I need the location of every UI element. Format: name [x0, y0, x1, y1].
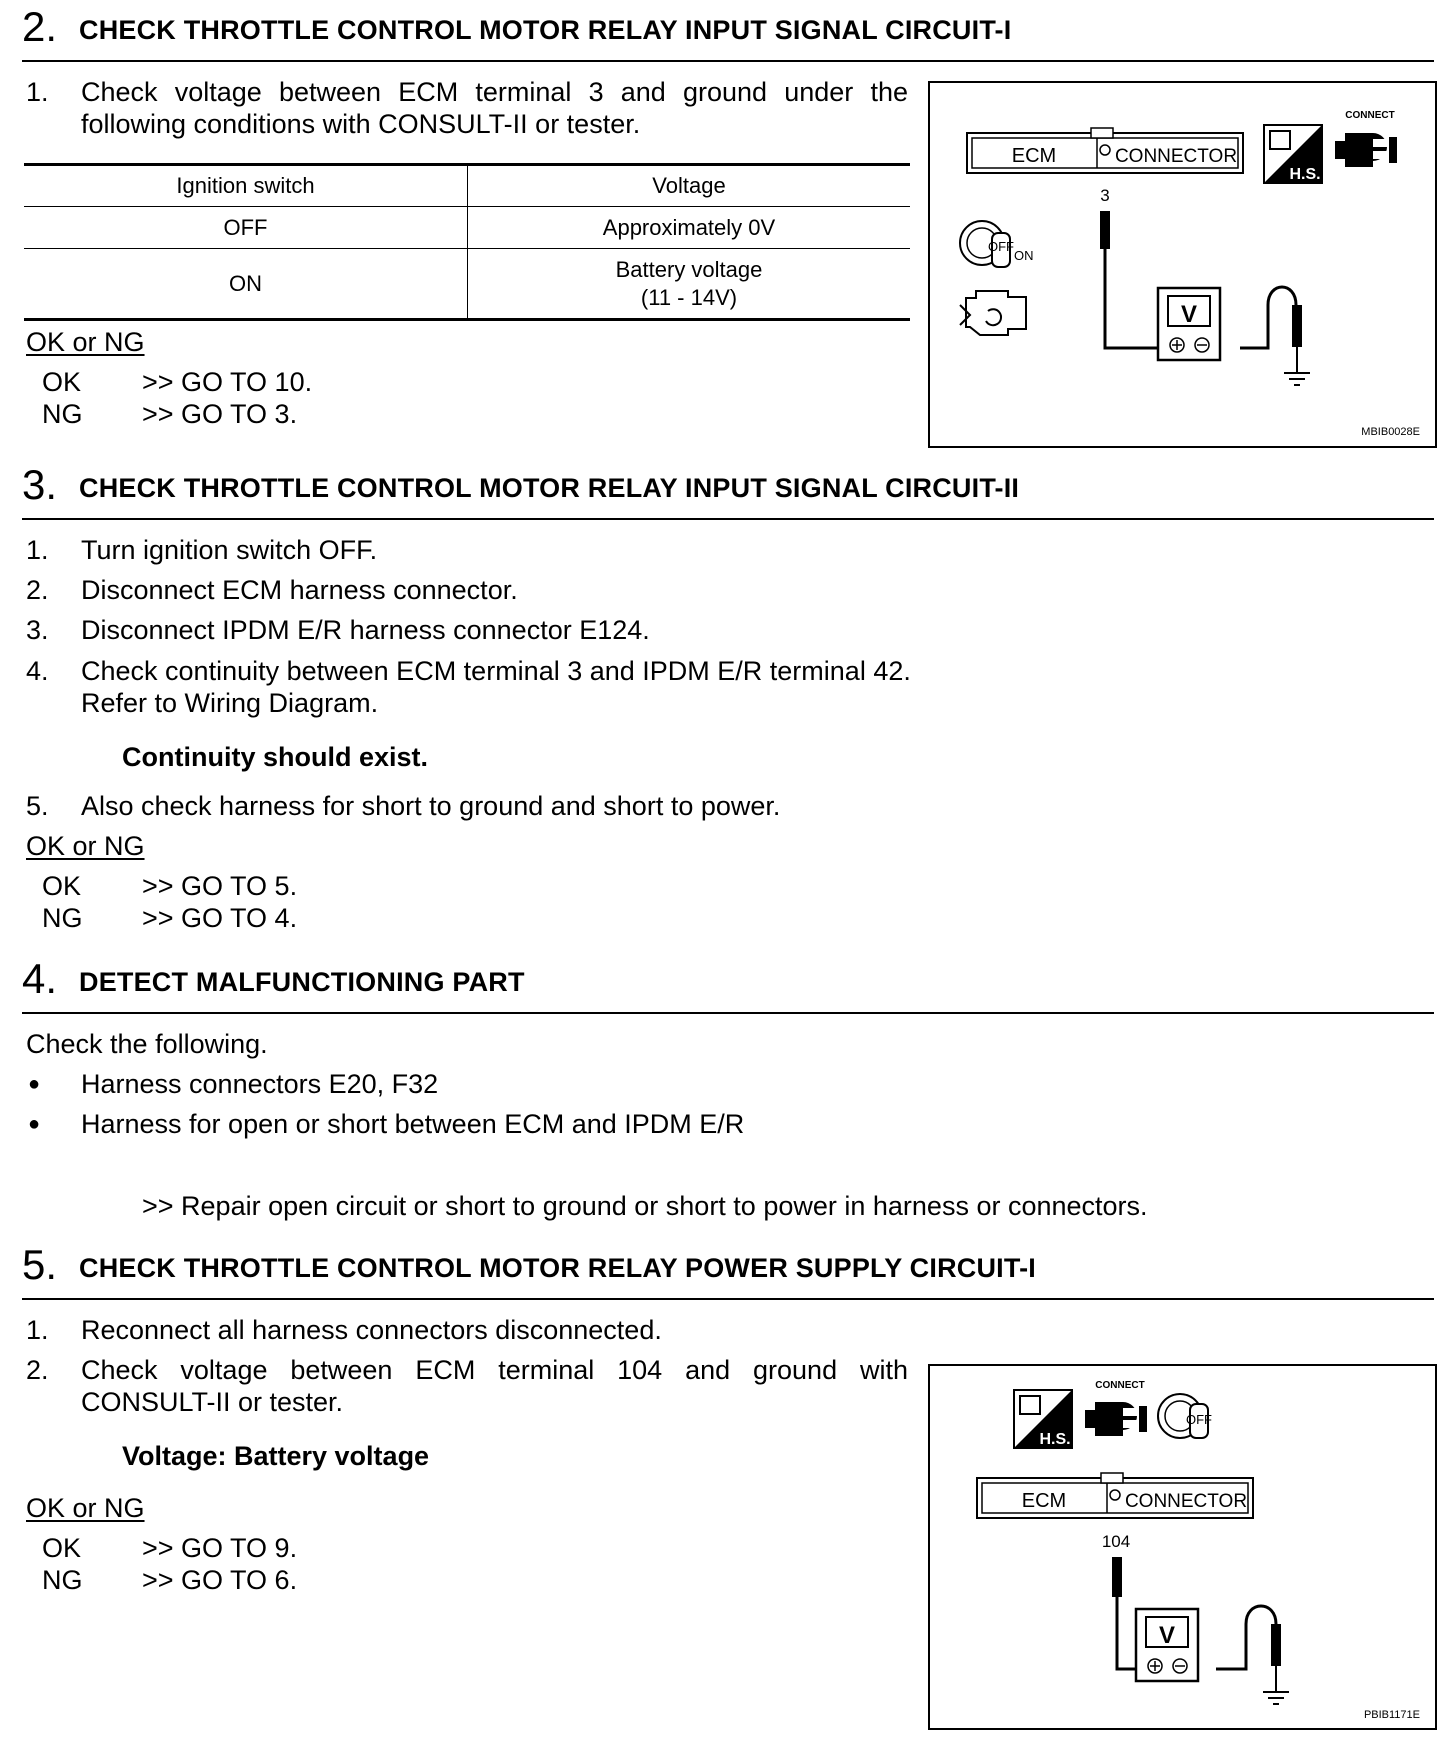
wiring-figure [928, 81, 1437, 448]
connect-label: CONNECT [1345, 110, 1395, 121]
result-label: OK [42, 367, 82, 397]
result-label: NG [42, 903, 83, 933]
engine-icon [960, 291, 1026, 335]
ignition-key-icon [960, 221, 1034, 267]
table-header: Ignition switch [24, 165, 468, 207]
result-label: OK [42, 1533, 82, 1563]
step-number: 5. [22, 1241, 58, 1288]
ok-ng-heading: OK or NG [26, 327, 145, 357]
bullet-icon: ● [28, 1113, 41, 1135]
voltage-table [24, 163, 910, 321]
table-cell [468, 249, 911, 320]
table-header: Voltage [468, 165, 911, 207]
instruction-number: 2. [26, 1355, 49, 1385]
key-off-label: OFF [1186, 1412, 1212, 1427]
terminal-label: 104 [1101, 1532, 1131, 1551]
section-rule [22, 60, 1434, 62]
result-label: NG [42, 1565, 83, 1595]
instruction-text: Disconnect IPDM E/R harness connector E124. [81, 615, 650, 645]
result-label: NG [42, 399, 83, 429]
wiring-figure [928, 1364, 1437, 1730]
connector-label: CONNECTOR [1124, 1491, 1248, 1512]
section-rule [22, 1298, 1434, 1300]
voltage-check-diagram [930, 1366, 1435, 1728]
connect-icon [1085, 1380, 1147, 1436]
instruction-number: 1. [26, 535, 49, 565]
connect-label: CONNECT [1095, 1380, 1145, 1391]
meter-label: V [1180, 301, 1198, 328]
figure-code: PBIB1171E [1363, 1709, 1420, 1721]
ecm-connector [977, 1473, 1253, 1518]
instruction-text: Check voltage between ECM terminal 3 and ground under the following conditions with CONSULT-II or tester. [81, 77, 908, 139]
instruction-number: 4. [26, 656, 49, 686]
result-action: >> GO TO 3. [142, 399, 298, 429]
result-action: >> GO TO 4. [142, 903, 298, 933]
table-cell: OFF [24, 207, 468, 249]
repair-action: >> Repair open circuit or short to ground or short to power in harness or connectors. [142, 1191, 1148, 1221]
step-title: CHECK THROTTLE CONTROL MOTOR RELAY INPUT SIGNAL CIRCUIT-II [79, 473, 1020, 503]
result-action: >> GO TO 6. [142, 1565, 298, 1595]
instruction-text: Reconnect all harness connectors disconnected. [81, 1315, 662, 1345]
meter-label: V [1158, 1622, 1176, 1649]
spec-text: Voltage: Battery voltage [122, 1441, 430, 1471]
result-action: >> GO TO 9. [142, 1533, 298, 1563]
result-label: OK [42, 871, 82, 901]
step-title: CHECK THROTTLE CONTROL MOTOR RELAY POWER SUPPLY CIRCUIT-I [79, 1253, 1036, 1283]
step-number: 3. [22, 461, 58, 508]
bullet-icon: ● [28, 1073, 41, 1095]
instruction-number: 1. [26, 1315, 49, 1345]
intro-text: Check the following. [26, 1029, 268, 1059]
table-cell-line: (11 - 14V) [640, 284, 738, 310]
terminal-label: 3 [1100, 186, 1110, 205]
connector-label: CONNECTOR [1114, 146, 1238, 167]
ecm-label: ECM [1021, 1490, 1067, 1512]
instruction-text: Disconnect ECM harness connector. [81, 575, 518, 605]
bullet-text: Harness connectors E20, F32 [81, 1069, 439, 1099]
step-number: 4. [22, 955, 58, 1002]
instruction-number: 5. [26, 791, 49, 821]
instruction-text: Check continuity between ECM terminal 3 and IPDM E/R terminal 42. [81, 656, 911, 686]
instruction-text: Also check harness for short to ground and short to power. [81, 791, 781, 821]
table-cell: ON [229, 270, 262, 296]
ok-ng-heading: OK or NG [26, 1493, 145, 1523]
hs-label: H.S. [1289, 166, 1321, 183]
instruction-number: 1. [26, 77, 49, 107]
table-cell-line: Battery voltage [615, 256, 763, 282]
instruction-number: 2. [26, 575, 49, 605]
figure-code: MBIB0028E [1361, 426, 1420, 438]
step-title: DETECT MALFUNCTIONING PART [79, 967, 525, 997]
result-action: >> GO TO 5. [142, 871, 298, 901]
instruction-text: Turn ignition switch OFF. [81, 535, 378, 565]
instruction-number: 3. [26, 615, 49, 645]
table-cell: Approximately 0V [468, 207, 911, 249]
section-rule [22, 1012, 1434, 1014]
harness-side-icon [1014, 1390, 1072, 1448]
key-off-label: OFF [988, 239, 1014, 254]
voltmeter-icon [1136, 1609, 1198, 1681]
spec-text: Continuity should exist. [122, 742, 429, 772]
instruction-text: Check voltage between ECM terminal 104 and ground with CONSULT-II or tester. [81, 1355, 908, 1417]
step-number: 2. [22, 3, 58, 50]
section-rule [22, 518, 1434, 520]
voltage-check-diagram [930, 83, 1435, 446]
step-title: CHECK THROTTLE CONTROL MOTOR RELAY INPUT SIGNAL CIRCUIT-I [79, 15, 1012, 45]
result-action: >> GO TO 10. [142, 367, 313, 397]
ecm-connector [967, 128, 1243, 173]
ignition-key-icon [1158, 1394, 1212, 1438]
connect-icon [1335, 110, 1397, 167]
key-on-label: ON [1014, 248, 1034, 263]
hs-label: H.S. [1039, 1431, 1071, 1448]
ecm-label: ECM [1011, 145, 1057, 167]
voltmeter-icon [1158, 288, 1220, 360]
bullet-text: Harness for open or short between ECM and IPDM E/R [81, 1109, 745, 1139]
instruction-text: Refer to Wiring Diagram. [81, 688, 379, 718]
harness-side-icon [1264, 125, 1322, 183]
ok-ng-heading: OK or NG [26, 831, 145, 861]
